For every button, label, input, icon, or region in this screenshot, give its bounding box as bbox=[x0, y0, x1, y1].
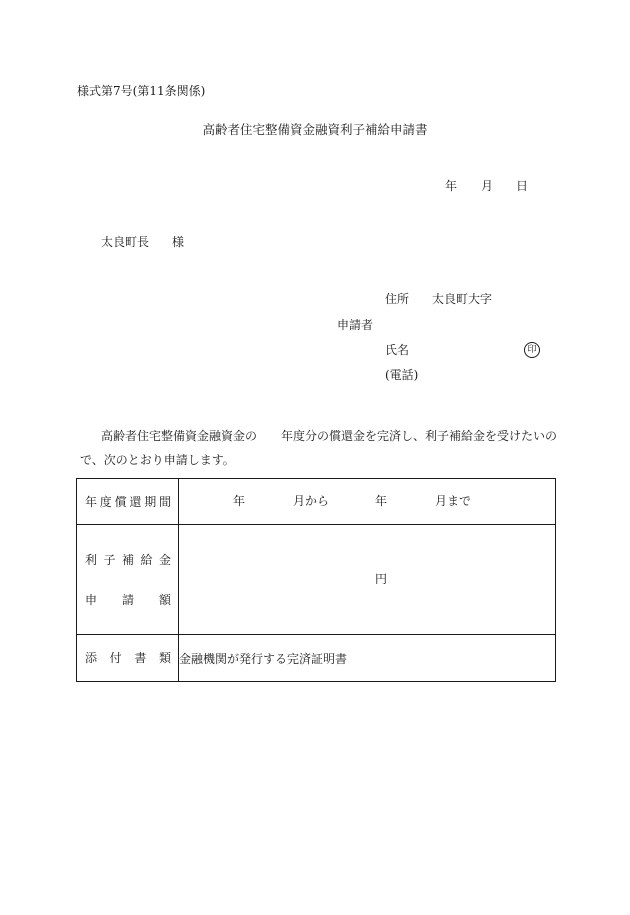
addressee-name: 太良町長 bbox=[101, 235, 150, 249]
attachments-label-cell bbox=[77, 635, 179, 682]
date-month-label: 月 bbox=[481, 179, 494, 193]
seal-mark-icon: 印 bbox=[524, 342, 540, 358]
name-label: 氏名 bbox=[385, 343, 410, 357]
address-value: 太良町大字 bbox=[432, 292, 493, 306]
subsidy-amount-value-cell bbox=[179, 525, 556, 635]
subsidy-amount-label-cell bbox=[77, 525, 179, 635]
table-row-attachments bbox=[77, 635, 556, 682]
attachments-label: 添付書類 bbox=[85, 651, 171, 665]
body-text-line-2: で、次のとおり申請します。 bbox=[80, 453, 235, 467]
subsidy-amount-label-line-1: 利子補給金 bbox=[85, 552, 171, 567]
subsidy-amount-unit: 円 bbox=[375, 572, 388, 586]
addressee-honorific: 様 bbox=[172, 235, 185, 249]
repayment-period-label-cell bbox=[77, 479, 179, 525]
attachments-value: 金融機関が発行する完済証明書 bbox=[179, 635, 556, 682]
period-start-year-label: 年 bbox=[233, 494, 246, 508]
application-detail-table bbox=[76, 478, 556, 682]
date-year-label: 年 bbox=[445, 179, 458, 193]
period-end-month-label: 月まで bbox=[435, 494, 472, 508]
table-row-subsidy-amount bbox=[77, 525, 556, 635]
table-row-repayment-period bbox=[77, 479, 556, 525]
repayment-period-label: 年度償還期間 bbox=[85, 494, 171, 509]
date-day-label: 日 bbox=[516, 179, 529, 193]
document-title: 高齢者住宅整備資金融資利子補給申請書 bbox=[202, 122, 428, 137]
period-end-year-label: 年 bbox=[375, 494, 388, 508]
address-label: 住所 bbox=[385, 292, 410, 306]
phone-label: (電話) bbox=[385, 368, 419, 382]
subsidy-amount-label-line-2: 申請額 bbox=[85, 592, 171, 607]
repayment-period-value-cell bbox=[179, 479, 556, 525]
applicant-label: 申請者 bbox=[337, 318, 374, 332]
period-start-month-label: 月から bbox=[293, 494, 330, 508]
form-number: 様式第7号(第11条関係) bbox=[77, 84, 206, 98]
body-text-line-1: 高齢者住宅整備資金融資金の 年度分の償還金を完済し、利子補給金を受けたいの bbox=[101, 429, 558, 443]
